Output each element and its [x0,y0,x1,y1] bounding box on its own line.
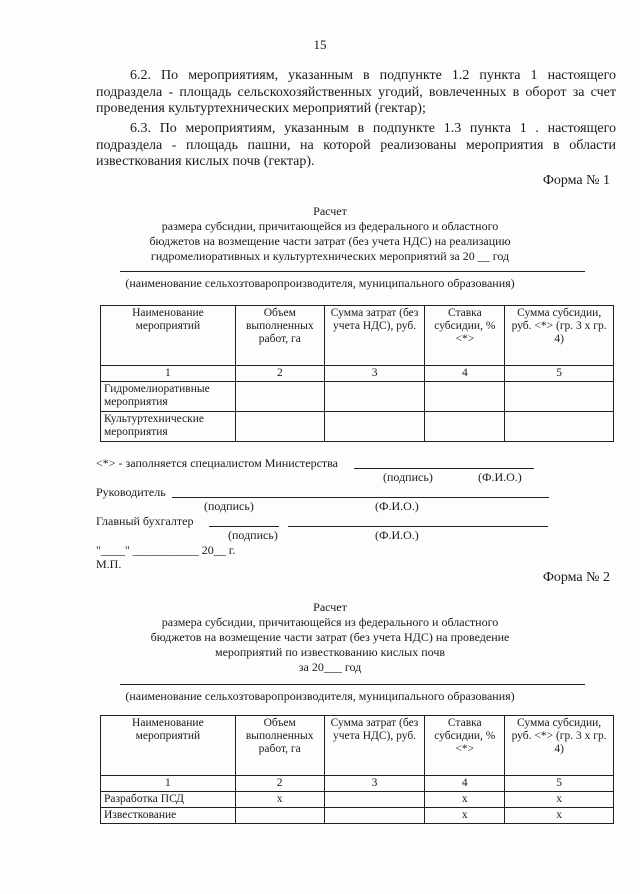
form1-table [100,305,614,442]
paragraph-6-3: 6.3. По мероприятиям, указанным в подпункте 1.3 пункта 1 . настоящего подраздела - площадь пашни, на которой реализованы мероприятия в области известкования кислых почв (гектар). [96,121,616,169]
header-cell: Наименование мероприятий [101,306,236,366]
accountant-sign-line [209,526,279,527]
number-cell: 4 [425,776,505,792]
table-cell: x [505,808,614,824]
form1-title-line: Расчет [313,204,347,218]
table-cell [505,412,614,442]
header-cell: Сумма субсидии, руб. <*> (гр. 3 x гр. 4) [505,716,614,776]
number-cell: 3 [324,776,425,792]
table-cell [324,792,425,808]
table-cell [235,382,324,412]
header-cell: Ставка субсидии, % <*> [425,716,505,776]
row-name-cell: Культуртехнические мероприятия [101,412,236,442]
form2-title-line: бюджетов на возмещение части затрат (без учета НДС) на проведение [150,630,510,644]
header-cell: Наименование мероприятий [101,716,236,776]
accountant-name-line [288,526,548,527]
form1-title [110,204,550,264]
number-cell: 2 [235,366,324,382]
header-cell: Сумма затрат (без учета НДС), руб. [324,306,425,366]
form2-org-caption: (наименование сельхозтоваропроизводителя, муниципального образования) [125,689,515,703]
table-cell [235,412,324,442]
form2-table [100,715,614,824]
number-cell: 5 [505,776,614,792]
form1-label: Форма № 1 [542,173,610,188]
stamp-mark: М.П. [96,557,122,571]
table-cell [235,808,324,824]
head-name-caption: (Ф.И.О.) [375,499,419,513]
table-row [101,792,614,808]
number-cell: 5 [505,366,614,382]
form2-title-line: за 20___ год [298,660,362,674]
table-cell [425,382,505,412]
table-header-row [101,716,614,776]
form1-org-caption: (наименование сельхозтоваропроизводителя, муниципального образования) [125,276,515,290]
accountant-name-caption: (Ф.И.О.) [375,528,419,542]
header-cell: Ставка субсидии, % <*> [425,306,505,366]
date-line: "____" ___________ 20__ г. [96,543,236,557]
table-cell: x [235,792,324,808]
head-sign-line [172,497,549,498]
form1-title-line: бюджетов на возмещение части затрат (без учета НДС) на реализацию [149,234,511,248]
table-cell: x [425,808,505,824]
number-cell: 3 [324,366,425,382]
table-cell [324,808,425,824]
table-row [101,382,614,412]
head-sign-caption: (подпись) [204,499,254,513]
page-number: 15 [313,37,327,52]
header-cell: Сумма затрат (без учета НДС), руб. [324,716,425,776]
footnote-sign-line [354,468,534,469]
row-name-cell: Известкование [101,808,236,824]
accountant-label: Главный бухгалтер [96,514,194,528]
number-cell: 4 [425,366,505,382]
table-number-row [101,776,614,792]
header-cell: Объем выполненных работ, га [235,306,324,366]
paragraph-6-2: 6.2. По мероприятиям, указанным в подпункте 1.2 пункта 1 настоящего подраздела - площадь сельскохозяйственных угодий, вовлеченных в оборот за счет проведения культуртехнических мероприятий (гектар); [96,68,616,116]
table-cell: x [425,792,505,808]
table-cell [505,382,614,412]
row-name-cell: Разработка ПСД [101,792,236,808]
form2-label: Форма № 2 [542,570,610,585]
footnote-text: <*> - заполняется специалистом Министерства [96,456,338,470]
header-cell: Объем выполненных работ, га [235,716,324,776]
number-cell: 2 [235,776,324,792]
form1-title-line: размера субсидии, причитающейся из федерального и областного [161,219,499,233]
number-cell: 1 [101,776,236,792]
form2-title [110,600,550,675]
footnote-sign-caption: (подпись) [383,470,433,484]
head-label: Руководитель [96,485,166,499]
table-cell [324,382,425,412]
table-number-row [101,366,614,382]
table-row [101,412,614,442]
table-cell: x [505,792,614,808]
table-header-row [101,306,614,366]
form2-title-line: Расчет [313,600,347,614]
table-cell [324,412,425,442]
form2-title-line: мероприятий по известкованию кислых почв [214,645,446,659]
header-cell: Сумма субсидии, руб. <*> (гр. 3 x гр. 4) [505,306,614,366]
footnote-name-caption: (Ф.И.О.) [478,470,522,484]
form2-title-line: размера субсидии, причитающейся из федерального и областного [161,615,499,629]
table-cell [425,412,505,442]
form1-org-line [120,271,585,272]
form2-org-line [120,684,585,685]
number-cell: 1 [101,366,236,382]
form1-title-line: гидромелиоративных и культуртехнических мероприятий за 20 __ год [150,249,510,263]
accountant-sign-caption: (подпись) [228,528,278,542]
table-row [101,808,614,824]
row-name-cell: Гидромелиоративные мероприятия [101,382,236,412]
